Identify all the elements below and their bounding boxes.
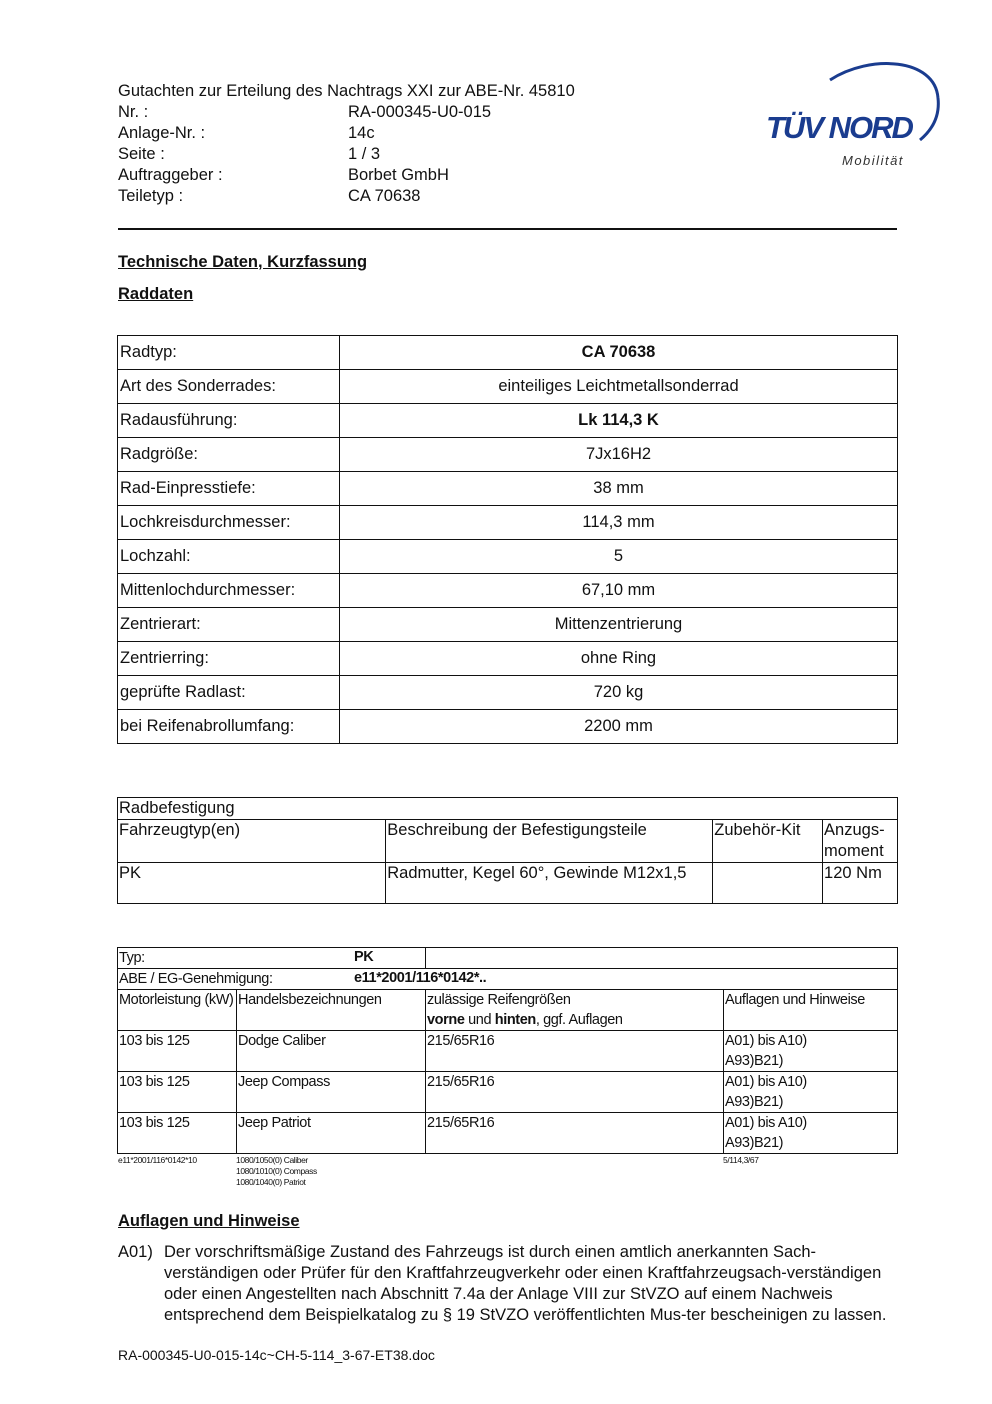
section-technische-daten: Technische Daten, Kurzfassung [118, 253, 368, 271]
header-value: CA 70638 [348, 187, 421, 205]
typ-handelsbezeichnung: Dodge Caliber [237, 1031, 426, 1072]
raddaten-row [118, 438, 898, 472]
raddaten-label: Lochkreisdurchmesser: [118, 506, 340, 540]
raddaten-row [118, 642, 898, 676]
reifen-rest: , ggf. Auflagen [535, 1012, 623, 1028]
header-key: Auftraggeber : [118, 166, 223, 184]
raddaten-label: Art des Sonderrades: [118, 370, 340, 404]
logo-brand: TÜV NORD [766, 110, 912, 145]
raddaten-row [118, 336, 898, 370]
col-header-anzugsmoment: Anzugs-moment [823, 820, 898, 863]
typ-data-row [118, 1113, 898, 1154]
header-divider [118, 228, 897, 230]
typ-reifengroesse: 215/65R16 [426, 1113, 724, 1154]
reifen-vorne: vorne [427, 1012, 465, 1028]
col-header-motorleistung: Motorleistung (kW) [118, 990, 237, 1031]
typ-handelsbezeichnung: Jeep Patriot [237, 1113, 426, 1154]
typ-footer-mid [236, 1155, 317, 1188]
typ-auflagen-line2: A93)B21) [725, 1094, 784, 1110]
note-a01 [118, 1242, 898, 1326]
raddaten-value: 2200 mm [340, 710, 898, 744]
raddaten-row [118, 574, 898, 608]
raddaten-value: 67,10 mm [340, 574, 898, 608]
befestigung-moment: 120 Nm [823, 863, 898, 904]
abe-label: ABE / EG-Genehmigung: [119, 971, 273, 987]
col-header-handelsbezeichnungen: Handelsbezeichnungen [237, 990, 426, 1031]
typ-table [117, 947, 898, 1154]
raddaten-label: Zentrierring: [118, 642, 340, 676]
header-key: Teiletyp : [118, 187, 184, 205]
typ-data-row [118, 1031, 898, 1072]
reifen-header-line2 [427, 1010, 722, 1030]
header-key: Seite : [118, 145, 165, 163]
raddaten-row [118, 540, 898, 574]
raddaten-label: Radausführung: [118, 404, 340, 438]
typ-motorleistung: 103 bis 125 [118, 1072, 237, 1113]
header-row-teiletyp [118, 186, 420, 207]
section-raddaten: Raddaten [118, 285, 194, 303]
reifen-hinten: hinten [494, 1012, 536, 1028]
typ-auflagen [724, 1031, 898, 1072]
typ-value-cell [426, 948, 898, 969]
raddaten-label: Mittenlochdurchmesser: [118, 574, 340, 608]
befestigung-kit [713, 863, 823, 904]
typ-motorleistung: 103 bis 125 [118, 1031, 237, 1072]
section-auflagen: Auflagen und Hinweise [118, 1212, 300, 1230]
typ-motorleistung: 103 bis 125 [118, 1113, 237, 1154]
raddaten-row [118, 404, 898, 438]
radbefestigung-title: Radbefestigung [118, 798, 898, 820]
typ-reifengroesse: 215/65R16 [426, 1031, 724, 1072]
raddaten-row [118, 506, 898, 540]
header-row-anlage [118, 123, 375, 144]
typ-row [118, 948, 426, 969]
typ-auflagen [724, 1113, 898, 1154]
typ-footer-mid-1: 1080/1050(0) Caliber [236, 1155, 308, 1165]
document-title: Gutachten zur Erteilung des Nachtrags XXI zur ABE-Nr. 45810 [118, 82, 575, 100]
typ-footer-mid-2: 1080/1010(0) Compass [236, 1166, 317, 1176]
typ-auflagen-line1: A01) bis A10) [725, 1033, 807, 1049]
logo-sub: Mobilität [842, 153, 904, 168]
raddaten-label: Zentrierart: [118, 608, 340, 642]
header-row-nr [118, 102, 491, 123]
raddaten-table [117, 335, 898, 744]
col-header-auflagen: Auflagen und Hinweise [724, 990, 898, 1031]
raddaten-value: Lk 114,3 K [340, 404, 898, 438]
raddaten-label: bei Reifenabrollumfang: [118, 710, 340, 744]
raddaten-row [118, 676, 898, 710]
header-row-seite [118, 144, 380, 165]
raddaten-value: 38 mm [340, 472, 898, 506]
raddaten-value: 7Jx16H2 [340, 438, 898, 472]
col-header-fahrzeugtyp: Fahrzeugtyp(en) [118, 820, 386, 863]
typ-reifengroesse: 215/65R16 [426, 1072, 724, 1113]
header-key: Anlage-Nr. : [118, 124, 206, 142]
typ-auflagen-line2: A93)B21) [725, 1135, 784, 1151]
raddaten-row [118, 710, 898, 744]
raddaten-label: Lochzahl: [118, 540, 340, 574]
raddaten-value: 5 [340, 540, 898, 574]
typ-auflagen-line1: A01) bis A10) [725, 1074, 807, 1090]
raddaten-row [118, 370, 898, 404]
typ-auflagen-line2: A93)B21) [725, 1053, 784, 1069]
tuv-nord-logo [760, 58, 945, 178]
header-value: 14c [348, 124, 375, 142]
raddaten-row [118, 472, 898, 506]
col-header-beschreibung: Beschreibung der Befestigungsteile [386, 820, 713, 863]
reifen-header-line1: zulässige Reifengrößen [427, 992, 571, 1008]
typ-data-row [118, 1072, 898, 1113]
raddaten-label: Radgröße: [118, 438, 340, 472]
typ-value: PK [354, 949, 374, 965]
abe-row [118, 969, 898, 990]
typ-handelsbezeichnung: Jeep Compass [237, 1072, 426, 1113]
abe-value: e11*2001/116*0142*.. [354, 970, 487, 986]
header-key: Nr. : [118, 103, 149, 121]
befestigung-fahrzeugtyp: PK [118, 863, 386, 904]
raddaten-label: Radtyp: [118, 336, 340, 370]
file-name: RA-000345-U0-015-14c~CH-5-114_3-67-ET38.doc [118, 1347, 435, 1363]
col-header-reifengroessen [426, 990, 724, 1031]
header-row-auftraggeber [118, 165, 449, 186]
header-value: Borbet GmbH [348, 166, 449, 184]
raddaten-row [118, 608, 898, 642]
note-text: Der vorschriftsmäßige Zustand des Fahrzeugs ist durch einen amtlich anerkannten Sach-verständigen oder Prüfer für den Kraftfahrzeugverkehr oder einen Kraftfahrzeugsach-verständigen oder einen Angestellten nach Abschnitt 7.4a der Anlage VIII zur StVZO auf einem Nachweis entsprechend dem Beispielkatalog zu § 19 StVZO veröffentlichten Mus-ter bescheinigen zu lassen. [164, 1243, 887, 1324]
raddaten-value: CA 70638 [340, 336, 898, 370]
raddaten-label: geprüfte Radlast: [118, 676, 340, 710]
typ-footer-right: 5/114,3/67 [723, 1155, 759, 1165]
typ-auflagen-line1: A01) bis A10) [725, 1115, 807, 1131]
reifen-und: und [464, 1012, 495, 1028]
col-header-zubehoer-kit: Zubehör-Kit [713, 820, 823, 863]
typ-auflagen [724, 1072, 898, 1113]
raddaten-value: 720 kg [340, 676, 898, 710]
typ-label: Typ: [119, 950, 145, 966]
header-value: 1 / 3 [348, 145, 381, 163]
typ-footer-left: e11*2001/116*0142*10 [118, 1155, 197, 1165]
note-code: A01) [118, 1243, 153, 1261]
raddaten-value: Mittenzentrierung [340, 608, 898, 642]
radbefestigung-table [117, 797, 898, 904]
befestigung-beschreibung: Radmutter, Kegel 60°, Gewinde M12x1,5 [386, 863, 713, 904]
header-value: RA-000345-U0-015 [348, 103, 492, 121]
raddaten-value: einteiliges Leichtmetallsonderrad [340, 370, 898, 404]
raddaten-value: 114,3 mm [340, 506, 898, 540]
typ-footer-mid-3: 1080/1040(0) Patriot [236, 1177, 306, 1187]
raddaten-value: ohne Ring [340, 642, 898, 676]
raddaten-label: Rad-Einpresstiefe: [118, 472, 340, 506]
